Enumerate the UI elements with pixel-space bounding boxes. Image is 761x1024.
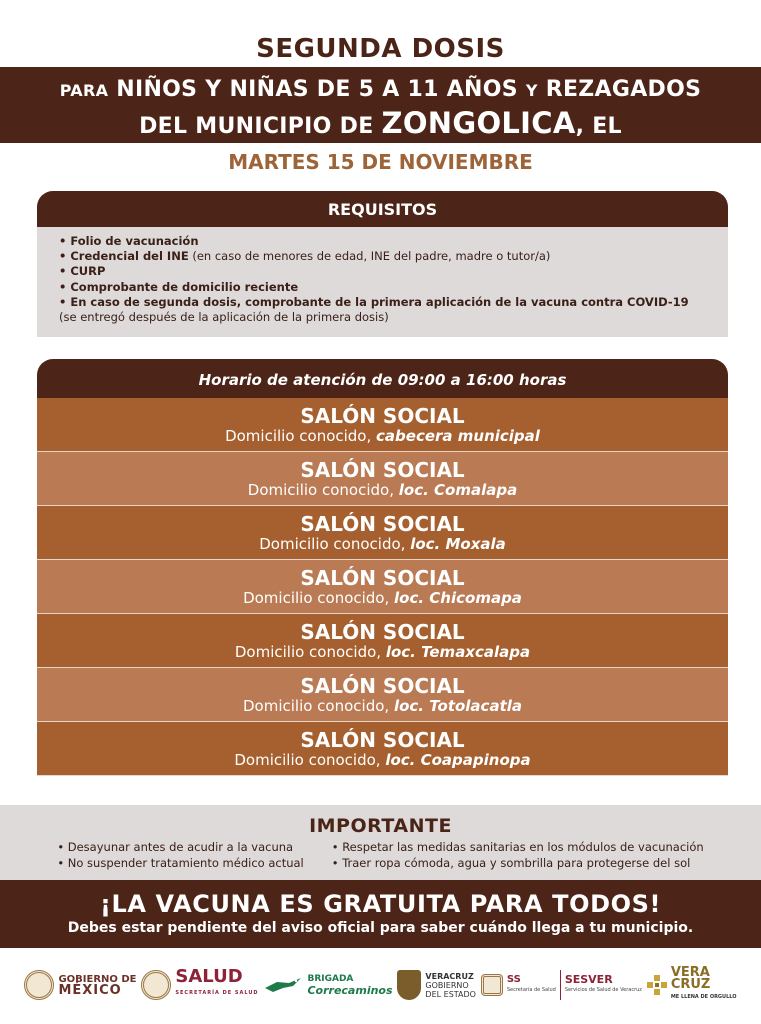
location-name: SALÓN SOCIAL [300,404,465,428]
title-el: , EL [575,114,622,139]
important-right-column [332,839,704,871]
location-row [37,668,728,722]
location-name: SALÓN SOCIAL [300,566,465,590]
location-address: Domicilio conocido, cabecera municipal [225,427,540,445]
logo-divider [560,970,561,1000]
important-columns [0,837,761,871]
title-line-1 [0,67,761,102]
gobierno-mexico-logo: GOBIERNO DE MÉXICO [24,970,136,1000]
salud-logo: SALUD SECRETARÍA DE SALUD [141,969,258,1001]
important-left-column [57,839,303,871]
requirement-item: • Credencial del INE (en caso de menores de edad, INE del padre, madre o tutor/a) [59,249,551,264]
roadrunner-icon [263,974,303,996]
title-conjunction: Y [525,81,538,100]
title-municipio-name: ZONGOLICA [381,106,576,140]
requirement-item: • En caso de segunda dosis, comprobante de la primera aplicación de la vacuna contra COVID-19 (se entregó después de la aplicación de la primera dosis) [59,294,689,325]
veracruz-gobierno-logo: VERACRUZ GOBIERNO DEL ESTADO [397,970,476,1000]
location-name: SALÓN SOCIAL [300,620,465,644]
location-address: Domicilio conocido, loc. Comalapa [247,481,518,499]
location-row [37,452,728,506]
location-row [37,614,728,668]
location-row [37,722,728,776]
location-name: SALÓN SOCIAL [300,512,465,536]
title-band [0,67,761,143]
requirements-heading: REQUISITOS [37,191,728,227]
requirements-list [37,227,728,325]
location-row [37,398,728,452]
important-item: • Desayunar antes de acudir a la vacuna [57,840,294,854]
location-address: Domicilio conocido, loc. Totolacatla [242,697,523,715]
building-seal-icon [481,974,503,996]
footer-subtext: Debes estar pendiente del aviso oficial para saber cuándo llega a tu municipio. [67,920,694,936]
state-shield-icon [397,970,421,1000]
sponsor-logos [0,960,761,1010]
footer-headline: ¡LA VACUNA ES GRATUITA PARA TODOS! [99,890,662,918]
veracruz-orgullo-logo: VERA CRUZ ME LLENA DE ORGULLO [647,967,737,1003]
eagle-seal-icon [24,970,54,1000]
location-address: Domicilio conocido, loc. Chicomapa [243,589,522,607]
schedule-panel [37,359,728,780]
requirement-item: • CURP [59,264,106,279]
title-rezagados: REZAGADOS [545,77,702,102]
location-name: SALÓN SOCIAL [300,728,465,752]
location-address: Domicilio conocido, loc. Temaxcalapa [234,643,531,661]
location-address: Domicilio conocido, loc. Coapapinopa [234,751,531,769]
important-item: • Respetar las medidas sanitarias en los módulos de vacunación [331,840,704,854]
title-municipio-label: DEL MUNICIPIO DE [139,114,374,139]
requirement-item: • Folio de vacunación [59,234,199,248]
title-line-2 [0,102,761,140]
location-name: SALÓN SOCIAL [300,674,465,698]
requirement-item: • Comprobante de domicilio reciente [59,279,299,294]
title-audience: NIÑOS Y NIÑAS DE 5 A 11 AÑOS [116,77,518,102]
important-heading: IMPORTANTE [309,815,452,837]
requirements-panel [37,191,728,337]
page-title: SEGUNDA DOSIS [256,34,505,64]
important-item: • Traer ropa cómoda, agua y sombrilla para protegerse del sol [331,856,691,870]
location-row [37,560,728,614]
location-name: SALÓN SOCIAL [300,458,465,482]
footer-banner [0,880,761,948]
schedule-hours: Horario de atención de 09:00 a 16:00 horas [37,359,728,398]
important-panel [0,805,761,880]
location-row [37,506,728,560]
location-address: Domicilio conocido, loc. Moxala [259,535,506,553]
brigada-correcaminos-logo: BRIGADA Correcaminos [263,974,392,996]
ss-sesver-logo: SS Secretaría de Salud SESVER Servicios de Salud de Veracruz [481,970,642,1000]
eagle-seal-icon [141,970,171,1000]
flower-mark-icon [647,975,667,995]
event-date: MARTES 15 DE NOVIEMBRE [228,150,533,174]
important-item: • No suspender tratamiento médico actual [57,856,304,870]
title-para: PARA [59,81,109,100]
